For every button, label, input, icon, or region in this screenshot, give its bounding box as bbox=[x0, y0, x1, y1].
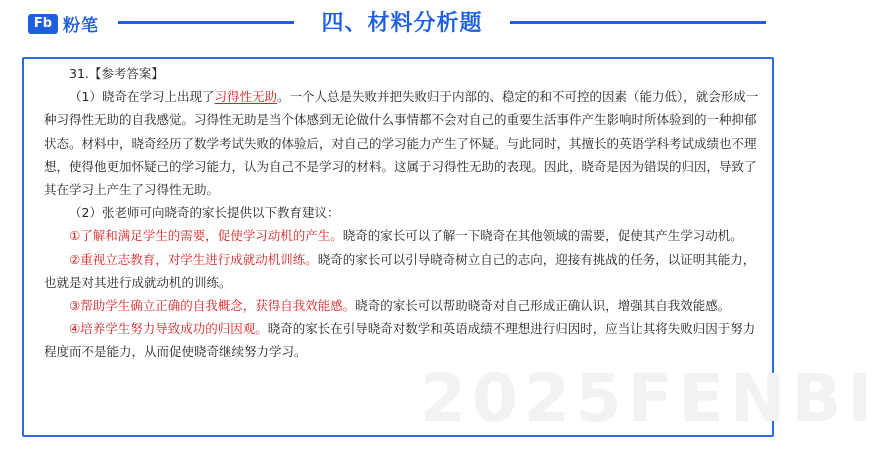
answer-content bbox=[44, 62, 764, 364]
suggestion-1-body: 晓奇的家长可以了解一下晓奇在其他领域的需要，促使其产生学习动机。 bbox=[342, 228, 743, 244]
page-title: 四、材料分析题 bbox=[321, 11, 483, 36]
suggestion-2-title: ②重视立志教育，对学生进行成就动机训练。 bbox=[69, 251, 318, 267]
p1-start: （1）晓奇在学习上出现了 bbox=[69, 89, 215, 105]
suggestion-3-body: 晓奇的家长可以帮助晓奇对自己形成正确认识，增强其自我效能感。 bbox=[355, 298, 731, 314]
answer-paragraph-1 bbox=[44, 85, 764, 201]
suggestion-1-title: ①了解和满足学生的需要，促使学习动机的产生。 bbox=[69, 228, 343, 244]
key-term-learned-helplessness: 习得性无助 bbox=[214, 89, 277, 105]
header-bar bbox=[0, 0, 800, 44]
suggestion-2 bbox=[44, 248, 764, 294]
suggestion-3-title: ③帮助学生确立正确的自我概念，获得自我效能感。 bbox=[69, 298, 356, 314]
suggestion-4-body: 晓奇的家长在引导晓奇对数学和英语成绩不理想进行归因时，应当让其将失败归因于努力程度而不是能力，从而促使晓奇继续努力学习。 bbox=[44, 321, 756, 360]
fenbi-logo-icon: Fb bbox=[28, 14, 58, 34]
suggestion-4 bbox=[44, 317, 764, 363]
p1-rest: 。一个人总是失败并把失败归于内部的、稳定的和不可控的因素（能力低），就会形成一种习得性无助的自我感觉。习得性无助是当个体感到无论做什么事情都不会对自己的重要生活事件产生影响时所体验到的一种抑郁状态。材料中，晓奇经历了数学考试失败的体验后，对自己的学习能力产生了怀疑。与此同时，其擅长的英语学科考试成绩也不理想，使得他更加怀疑己的学习能力，认为自己不是学习的材料。这属于习得性无助的表现。因此，晓奇是因为错误的归因，导致了其在学习上产生了习得性无助。 bbox=[44, 89, 759, 198]
brand-name: 粉笔 bbox=[63, 16, 99, 36]
header-divider-right bbox=[510, 21, 766, 24]
watermark: 2025FENBI bbox=[420, 360, 878, 437]
answer-paragraph-2: （2）张老师可向晓奇的家长提供以下教育建议： bbox=[69, 205, 340, 221]
suggestion-3 bbox=[44, 294, 764, 317]
answer-heading: 31.【参考答案】 bbox=[69, 66, 164, 81]
suggestion-1 bbox=[44, 224, 764, 247]
suggestion-4-title: ④培养学生努力导致成功的归因观。 bbox=[69, 321, 268, 337]
suggestion-2-body: 晓奇的家长可以引导晓奇树立自己的志向，迎接有挑战的任务，以证明其能力，也就是对其进行成就动机的训练。 bbox=[44, 251, 756, 290]
brand-logo bbox=[28, 11, 99, 36]
header-divider-left bbox=[118, 21, 294, 24]
